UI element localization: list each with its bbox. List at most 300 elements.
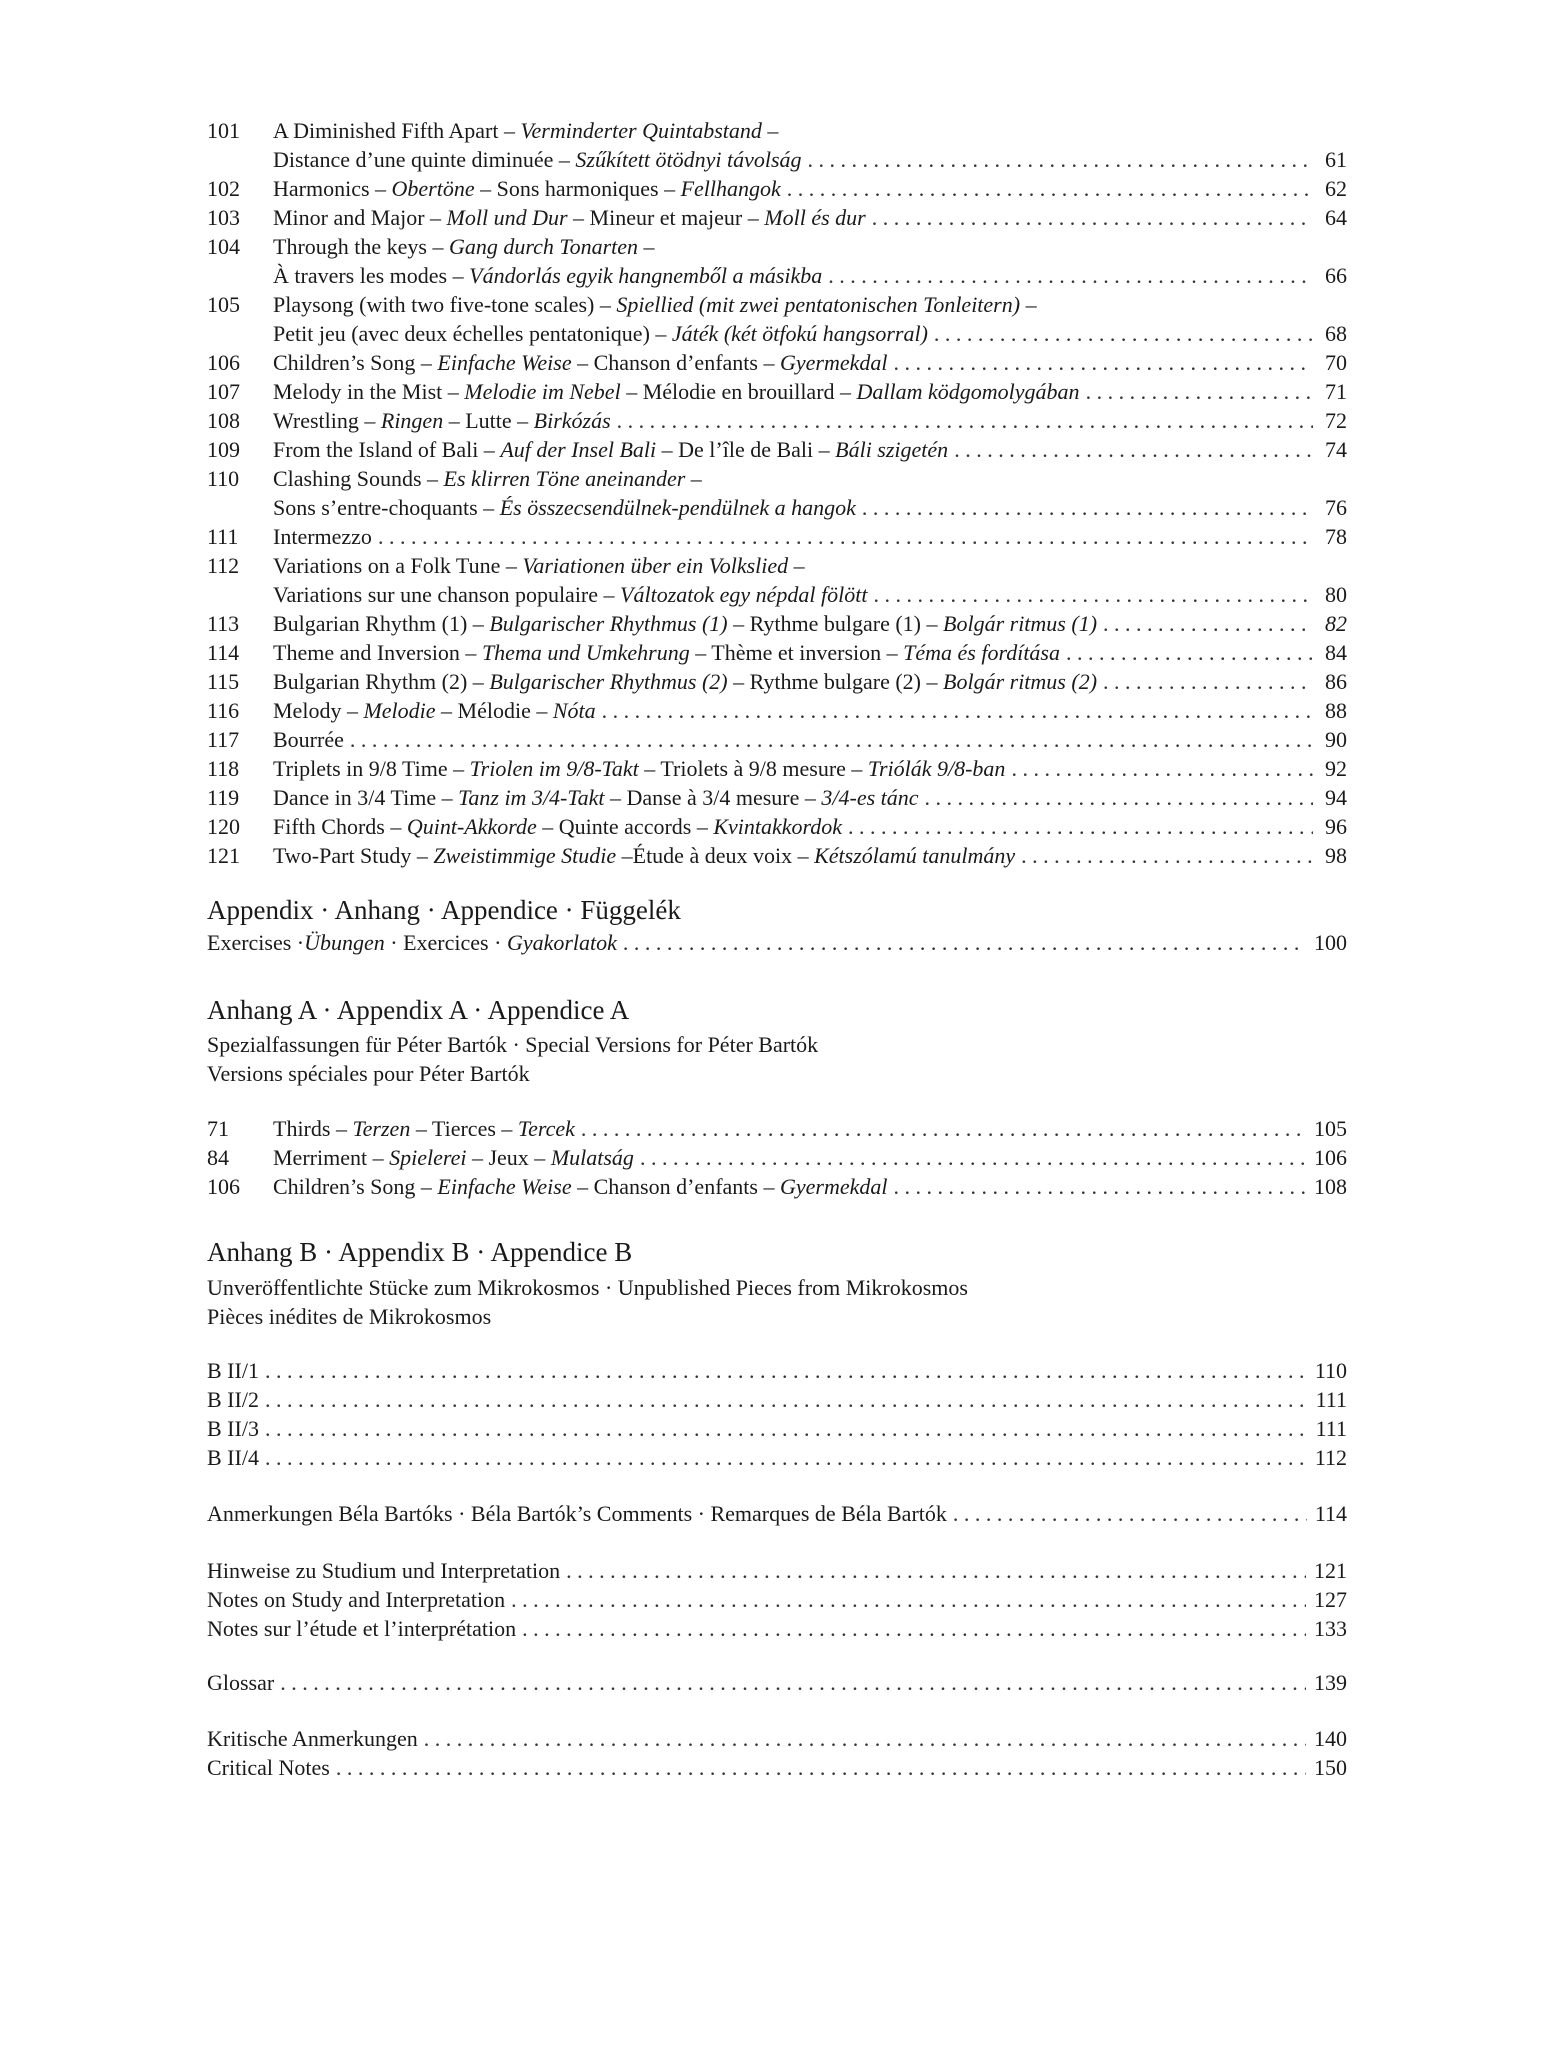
- entry-title: [273, 464, 702, 493]
- dot-leader: [617, 406, 1313, 435]
- page-number: 70: [1325, 350, 1347, 375]
- entry-title: [273, 783, 919, 812]
- appendix-entry-list: [207, 928, 1347, 957]
- dot-leader: [280, 1668, 1306, 1697]
- title-part: – Danse à 3/4 mesure –: [604, 785, 822, 810]
- entry-title: [273, 812, 842, 841]
- italic-title-part: Gang durch Tonarten: [448, 234, 639, 259]
- toc-row: [207, 754, 1347, 783]
- entry-title: [273, 377, 1080, 406]
- title-part: A Diminished Fifth Apart –: [273, 118, 521, 143]
- glossary-entry: [207, 1668, 1347, 1697]
- piece-number: 113: [207, 611, 240, 636]
- title-part: – Tierces –: [410, 1116, 518, 1141]
- title-part: Children’s Song –: [273, 350, 438, 375]
- toc-row: [207, 725, 1347, 754]
- piece-number: 109: [207, 437, 240, 462]
- appendix-heading: Appendix · Anhang · Appendice · Függelék: [207, 895, 681, 925]
- italic-title-part: Bulgarischer Rhythmus (1): [489, 611, 728, 636]
- italic-title-part: Változatok egy népdal fölött: [620, 582, 868, 607]
- italic-title-part: Einfache Weise: [437, 1174, 572, 1199]
- italic-title-part: Bolgár ritmus (2): [943, 669, 1098, 694]
- toc-row: [207, 1143, 1347, 1172]
- entry-title: [207, 1614, 516, 1643]
- toc-row: [207, 1585, 1347, 1614]
- dot-leader: [828, 261, 1313, 290]
- dot-leader: [424, 1724, 1306, 1753]
- toc-row: [207, 145, 1347, 174]
- page-number: 139: [1314, 1670, 1347, 1695]
- toc-row: [207, 348, 1347, 377]
- italic-title-part: Spiellied (mit zwei pentatonischen Tonleitern): [616, 292, 1021, 317]
- title-part: Theme and Inversion –: [273, 640, 482, 665]
- toc-row: [207, 609, 1347, 638]
- page-number: 127: [1314, 1587, 1347, 1612]
- entry-title: [273, 261, 822, 290]
- piece-number: 104: [207, 234, 240, 259]
- title-part: B II/3: [207, 1416, 259, 1441]
- entry-title: [273, 667, 1097, 696]
- toc-row: [207, 928, 1347, 957]
- piece-number: 118: [207, 756, 240, 781]
- title-part: Bulgarian Rhythm (1) –: [273, 611, 490, 636]
- title-part: Sons s’entre-choquants –: [273, 495, 500, 520]
- title-part: Children’s Song –: [273, 1174, 438, 1199]
- title-part: Petit jeu (avec deux échelles pentatonique) –: [273, 321, 672, 346]
- appendix-a-list: [207, 1114, 1347, 1201]
- entry-title: [207, 1385, 259, 1414]
- toc-row: [207, 203, 1347, 232]
- entry-title: [273, 841, 1015, 870]
- piece-number: 84: [207, 1145, 229, 1170]
- title-part: Anmerkungen Béla Bartóks · Béla Bartók’s Comments · Remarques de Béla Bartók: [207, 1501, 947, 1526]
- title-part: – Lutte –: [443, 408, 534, 433]
- toc-row: [207, 696, 1347, 725]
- title-part: Glossar: [207, 1670, 275, 1695]
- entry-title: [273, 203, 866, 232]
- italic-title-part: Verminderter Quintabstand: [520, 118, 762, 143]
- piece-number: 116: [207, 698, 240, 723]
- dot-leader: [925, 783, 1313, 812]
- piece-number: 121: [207, 843, 240, 868]
- italic-title-part: Kvintakkordok: [713, 814, 843, 839]
- title-part: Playsong (with two five-tone scales) –: [273, 292, 617, 317]
- piece-number: 71: [207, 1116, 229, 1141]
- critical-notes-list: [207, 1724, 1347, 1782]
- title-part: Notes sur l’étude et l’interprétation: [207, 1616, 517, 1641]
- page-number: 71: [1325, 379, 1347, 404]
- toc-row: [207, 580, 1347, 609]
- italic-title-part: Báli szigetén: [835, 437, 949, 462]
- dot-leader: [602, 696, 1313, 725]
- title-part: Merriment –: [273, 1145, 390, 1170]
- dot-leader: [808, 145, 1313, 174]
- toc-row: [207, 1499, 1347, 1528]
- toc-row: [207, 667, 1347, 696]
- italic-title-part: Triolen im 9/8-Takt: [469, 756, 639, 781]
- title-part: Distance d’une quinte diminuée –: [273, 147, 576, 172]
- toc-row: [207, 261, 1347, 290]
- piece-number: 111: [207, 524, 239, 549]
- italic-title-part: Thema und Umkehrung: [481, 640, 690, 665]
- piece-number: 110: [207, 466, 240, 491]
- page-number: 94: [1325, 785, 1347, 810]
- page-number: 105: [1314, 1116, 1347, 1141]
- italic-title-part: Mulatság: [550, 1145, 634, 1170]
- dot-leader: [872, 203, 1313, 232]
- title-part: Through the keys –: [273, 234, 449, 259]
- title-part: – Rythme bulgare (2) –: [727, 669, 944, 694]
- toc-row: [207, 1753, 1347, 1782]
- entry-title: [207, 1556, 560, 1585]
- title-part: – Quinte accords –: [536, 814, 714, 839]
- dot-leader: [1021, 841, 1313, 870]
- title-part: Two-Part Study –: [273, 843, 434, 868]
- page-number: 100: [1314, 930, 1347, 955]
- appendix-a-subtitle: Spezialfassungen für Péter Bartók · Special Versions for Péter Bartók: [207, 1032, 819, 1057]
- piece-number: 102: [207, 176, 240, 201]
- title-part: B II/4: [207, 1445, 259, 1470]
- title-part: Melody in the Mist –: [273, 379, 465, 404]
- title-part: Dance in 3/4 Time –: [273, 785, 459, 810]
- appendix-a-subtitle-fr: Versions spéciales pour Péter Bartók: [207, 1061, 530, 1086]
- dot-leader: [893, 1172, 1306, 1201]
- appendix-a-heading: Anhang A · Appendix A · Appendice A: [207, 995, 630, 1025]
- comments-entry: [207, 1499, 1347, 1528]
- page-number: 76: [1325, 495, 1347, 520]
- page-number: 66: [1325, 263, 1347, 288]
- piece-number: 105: [207, 292, 240, 317]
- title-part: Exercises ·: [207, 930, 305, 955]
- title-part: Bulgarian Rhythm (2) –: [273, 669, 490, 694]
- entry-title: [207, 1753, 330, 1782]
- italic-title-part: Spielerei: [389, 1145, 467, 1170]
- toc-row: [207, 1556, 1347, 1585]
- appendix-b-subtitle: Unveröffentlichte Stücke zum Mikrokosmos · Unpublished Pieces from Mikrokosmos: [207, 1275, 968, 1300]
- piece-number: 106: [207, 1174, 240, 1199]
- page-number: 106: [1314, 1145, 1347, 1170]
- italic-title-part: Játék (két ötfokú hangsorral): [671, 321, 928, 346]
- italic-title-part: Bulgarischer Rhythmus (2): [489, 669, 728, 694]
- piece-number: 107: [207, 379, 240, 404]
- title-part: From the Island of Bali –: [273, 437, 501, 462]
- toc-row: [207, 435, 1347, 464]
- title-part: –Étude à deux voix –: [616, 843, 815, 868]
- title-part: Bourrée: [273, 727, 344, 752]
- entry-title: [273, 638, 1060, 667]
- title-part: Intermezzo: [273, 524, 372, 549]
- piece-number: 119: [207, 785, 240, 810]
- title-part: Minor and Major –: [273, 205, 447, 230]
- piece-number: 101: [207, 118, 240, 143]
- dot-leader: [893, 348, 1313, 377]
- dot-leader: [265, 1443, 1307, 1472]
- italic-title-part: Ringen: [380, 408, 444, 433]
- piece-number: 117: [207, 727, 240, 752]
- dot-leader: [862, 493, 1313, 522]
- italic-title-part: Einfache Weise: [437, 350, 572, 375]
- title-part: – Chanson d’enfants –: [571, 350, 780, 375]
- toc-row: [207, 783, 1347, 812]
- page-number: 111: [1315, 1387, 1347, 1412]
- page-number: 86: [1325, 669, 1347, 694]
- title-part: – Thème et inversion –: [689, 640, 904, 665]
- page-number: 90: [1325, 727, 1347, 752]
- dot-leader: [566, 1556, 1306, 1585]
- toc-row: [207, 812, 1347, 841]
- dot-leader: [874, 580, 1314, 609]
- title-part: Variations on a Folk Tune –: [273, 553, 523, 578]
- italic-title-part: Vándorlás egyik hangnemből a másikba: [469, 263, 823, 288]
- italic-title-part: Nóta: [552, 698, 596, 723]
- toc-row: [207, 1414, 1347, 1443]
- title-part: Clashing Sounds –: [273, 466, 444, 491]
- title-part: Fifth Chords –: [273, 814, 407, 839]
- title-part: – Sons harmoniques –: [474, 176, 681, 201]
- page-number: 80: [1325, 582, 1347, 607]
- dot-leader: [265, 1414, 1308, 1443]
- entry-title: [207, 1356, 259, 1385]
- italic-title-part: Kétszólamú tanulmány: [814, 843, 1016, 868]
- dot-leader: [1103, 667, 1313, 696]
- page-number: 78: [1325, 524, 1347, 549]
- entry-title: [273, 232, 655, 261]
- entry-title: [273, 725, 344, 754]
- dot-leader: [581, 1114, 1306, 1143]
- dot-leader: [350, 725, 1313, 754]
- page-number: 121: [1314, 1558, 1347, 1583]
- italic-title-part: Melodie im Nebel: [464, 379, 621, 404]
- entry-title: [273, 435, 948, 464]
- toc-row: [207, 464, 1347, 493]
- entry-title: [207, 1414, 259, 1443]
- entry-title: [273, 1114, 575, 1143]
- title-part: À travers les modes –: [273, 263, 470, 288]
- dot-leader: [640, 1143, 1306, 1172]
- page-number: 112: [1314, 1445, 1347, 1470]
- italic-title-part: Moll und Dur: [446, 205, 568, 230]
- page-number: 61: [1325, 147, 1347, 172]
- title-part: – Triolets à 9/8 mesure –: [638, 756, 868, 781]
- toc-row: [207, 406, 1347, 435]
- entry-title: [207, 1499, 947, 1528]
- dot-leader: [953, 1499, 1307, 1528]
- page-number: 92: [1325, 756, 1347, 781]
- entry-title: [273, 290, 1037, 319]
- italic-title-part: Tercek: [517, 1116, 575, 1141]
- entry-title: [273, 754, 1005, 783]
- title-part: Kritische Anmerkungen: [207, 1726, 418, 1751]
- italic-title-part: Terzen: [352, 1116, 411, 1141]
- page-number: 72: [1325, 408, 1347, 433]
- dot-leader: [934, 319, 1313, 348]
- title-part: –: [638, 234, 655, 259]
- piece-number: 114: [207, 640, 240, 665]
- entry-title: [273, 493, 856, 522]
- italic-title-part: Auf der Insel Bali: [500, 437, 657, 462]
- toc-row: [207, 377, 1347, 406]
- italic-title-part: Variationen über ein Volkslied: [522, 553, 789, 578]
- dot-leader: [1011, 754, 1313, 783]
- entry-title: [273, 406, 611, 435]
- italic-title-part: Dallam ködgomolygában: [856, 379, 1080, 404]
- entry-title: [273, 696, 596, 725]
- title-part: B II/2: [207, 1387, 259, 1412]
- entry-title: [273, 348, 887, 377]
- title-part: Thirds –: [273, 1116, 353, 1141]
- toc-row: [207, 638, 1347, 667]
- dot-leader: [522, 1614, 1306, 1643]
- toc-row: [207, 522, 1347, 551]
- title-part: –: [1020, 292, 1037, 317]
- toc-row: [207, 290, 1347, 319]
- dot-leader: [265, 1385, 1308, 1414]
- entry-title: [273, 1143, 634, 1172]
- italic-title-part: Es klirren Töne aneinander: [443, 466, 686, 491]
- entry-title: [207, 928, 617, 957]
- toc-row: [207, 1114, 1347, 1143]
- toc-row: [207, 319, 1347, 348]
- italic-title-part: Triólák 9/8-ban: [867, 756, 1006, 781]
- toc-row: [207, 841, 1347, 870]
- title-part: – Rythme bulgare (1) –: [727, 611, 944, 636]
- title-part: Wrestling –: [273, 408, 381, 433]
- italic-title-part: Tanz im 3/4-Takt: [458, 785, 605, 810]
- entry-title: [273, 116, 778, 145]
- italic-title-part: Téma és fordítása: [903, 640, 1060, 665]
- title-part: Variations sur une chanson populaire –: [273, 582, 621, 607]
- entry-title: [273, 145, 802, 174]
- italic-title-part: Gyermekdal: [779, 1174, 888, 1199]
- title-part: – Mélodie en brouillard –: [620, 379, 857, 404]
- entry-title: [273, 1172, 887, 1201]
- entry-title: [273, 580, 868, 609]
- title-part: · Exercices ·: [384, 930, 507, 955]
- italic-title-part: 3/4-es tánc: [821, 785, 919, 810]
- toc-row: [207, 174, 1347, 203]
- toc-row: [207, 1443, 1347, 1472]
- title-part: –: [761, 118, 779, 143]
- appendix-b-heading: Anhang B · Appendix B · Appendice B: [207, 1237, 633, 1267]
- appendix-b-list: [207, 1356, 1347, 1472]
- page-number: 98: [1325, 843, 1347, 868]
- title-part: – De l’île de Bali –: [656, 437, 836, 462]
- dot-leader: [787, 174, 1313, 203]
- notes-list: [207, 1556, 1347, 1643]
- entry-title: [207, 1585, 505, 1614]
- page-number: 82: [1325, 611, 1347, 636]
- toc-row: [207, 1724, 1347, 1753]
- toc-row: [207, 1172, 1347, 1201]
- toc-row: [207, 493, 1347, 522]
- italic-title-part: Birkózás: [533, 408, 611, 433]
- piece-number: 103: [207, 205, 240, 230]
- title-part: –: [788, 553, 805, 578]
- title-part: – Mélodie –: [435, 698, 553, 723]
- italic-title-part: Bolgár ritmus (1): [943, 611, 1098, 636]
- toc-row: [207, 1668, 1347, 1697]
- appendix-b-subtitle-fr: Pièces inédites de Mikrokosmos: [207, 1304, 492, 1329]
- italic-title-part: Moll és dur: [764, 205, 866, 230]
- page-number: 68: [1325, 321, 1347, 346]
- piece-number: 112: [207, 553, 240, 578]
- title-part: – Mineur et majeur –: [567, 205, 765, 230]
- title-part: Melody –: [273, 698, 364, 723]
- toc-row: [207, 1614, 1347, 1643]
- italic-title-part: Szűkített ötödnyi távolság: [575, 147, 802, 172]
- italic-title-part: És összecsendülnek-pendülnek a hangok: [499, 495, 856, 520]
- entry-title: [207, 1724, 418, 1753]
- entry-title: [207, 1443, 259, 1472]
- page-number: 64: [1325, 205, 1347, 230]
- title-part: Hinweise zu Studium und Interpretation: [207, 1558, 561, 1583]
- italic-title-part: Quint-Akkorde: [406, 814, 537, 839]
- page-number: 108: [1314, 1174, 1347, 1199]
- italic-title-part: Fellhangok: [680, 176, 781, 201]
- piece-number: 108: [207, 408, 240, 433]
- entry-title: [273, 551, 805, 580]
- page-number: 110: [1314, 1358, 1347, 1383]
- page-number: 74: [1325, 437, 1347, 462]
- toc-row: [207, 551, 1347, 580]
- italic-title-part: Gyakorlatok: [506, 930, 617, 955]
- piece-number: 106: [207, 350, 240, 375]
- dot-leader: [848, 812, 1313, 841]
- page-number: 133: [1314, 1616, 1347, 1641]
- italic-title-part: Gyermekdal: [779, 350, 888, 375]
- entry-title: [273, 609, 1097, 638]
- entry-title: [273, 174, 781, 203]
- toc-row: [207, 1385, 1347, 1414]
- italic-title-part: Melodie: [363, 698, 436, 723]
- page-number: 62: [1325, 176, 1347, 201]
- page-number: 96: [1325, 814, 1347, 839]
- italic-title-part: Übungen: [304, 930, 385, 955]
- entry-title: [273, 319, 928, 348]
- dot-leader: [336, 1753, 1306, 1782]
- dot-leader: [378, 522, 1313, 551]
- entry-title: [207, 1668, 274, 1697]
- page-number: 150: [1314, 1755, 1347, 1780]
- dot-leader: [1086, 377, 1313, 406]
- dot-leader: [954, 435, 1313, 464]
- dot-leader: [265, 1356, 1307, 1385]
- piece-number: 120: [207, 814, 240, 839]
- toc-row: [207, 116, 1347, 145]
- page-number: 111: [1315, 1416, 1347, 1441]
- toc-row: [207, 1356, 1347, 1385]
- title-part: –: [685, 466, 702, 491]
- title-part: Notes on Study and Interpretation: [207, 1587, 506, 1612]
- dot-leader: [1103, 609, 1313, 638]
- title-part: B II/1: [207, 1358, 259, 1383]
- italic-title-part: Zweistimmige Studie: [433, 843, 617, 868]
- dot-leader: [511, 1585, 1306, 1614]
- italic-title-part: Obertöne: [391, 176, 475, 201]
- dot-leader: [1066, 638, 1313, 667]
- title-part: – Jeux –: [466, 1145, 551, 1170]
- toc-row: [207, 232, 1347, 261]
- page-number: 84: [1325, 640, 1347, 665]
- entry-title: [273, 522, 372, 551]
- piece-number: 115: [207, 669, 240, 694]
- title-part: Harmonics –: [273, 176, 392, 201]
- page-number: 88: [1325, 698, 1347, 723]
- page-number: 114: [1314, 1501, 1347, 1526]
- main-toc-list: [207, 116, 1347, 870]
- title-part: Critical Notes: [207, 1755, 330, 1780]
- dot-leader: [623, 928, 1306, 957]
